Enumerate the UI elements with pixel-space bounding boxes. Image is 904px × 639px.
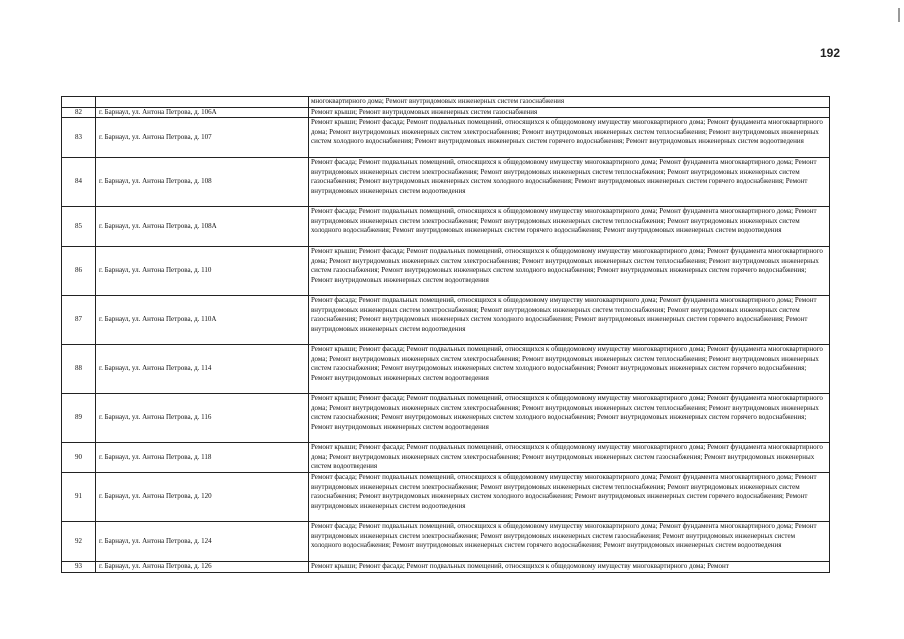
table-row [62,562,830,573]
table-row [62,522,830,562]
table-row [62,394,830,443]
works-cell: Ремонт крыши; Ремонт внутридомовых инженерных систем газоснабжения [309,107,830,118]
page-number: 192 [820,46,841,60]
row-number-cell: 83 [62,118,96,158]
table-row [62,97,830,108]
address-cell: г. Барнаул, ул. Антона Петрова, д. 118 [96,443,309,473]
row-number-cell [62,97,96,108]
table-row [62,118,830,158]
table-row [62,345,830,394]
address-cell: г. Барнаул, ул. Антона Петрова, д. 114 [96,345,309,394]
address-cell: г. Барнаул, ул. Антона Петрова, д. 126 [96,562,309,573]
works-cell: Ремонт крыши; Ремонт фасада; Ремонт подвальных помещений, относящихся к общедомовому имуществу многоквартирного дома; Ремонт фундамента многоквартирного дома; Ремонт внутридомовых инженерных систем электроснабжения; Ремонт внутридомовых инженерных систем теплоснабжения; Ремонт внутридомовых инженерных систем газоснабжения; Ремонт внутридомовых инженерных систем холодного водоснабжения; Ремонт внутридомовых инженерных систем горячего водоснабжения; Ремонт внутридомовых инженерных систем водоотведения [309,394,830,443]
table-row [62,247,830,296]
row-number-cell: 86 [62,247,96,296]
table-row [62,296,830,345]
works-cell: Ремонт крыши; Ремонт фасада; Ремонт подвальных помещений, относящихся к общедомовому имуществу многоквартирного дома; Ремонт фундамента многоквартирного дома; Ремонт внутридомовых инженерных систем электроснабжения; Ремонт внутридомовых инженерных систем теплоснабжения; Ремонт внутридомовых инженерных систем газоснабжения; Ремонт внутридомовых инженерных систем холодного водоснабжения; Ремонт внутридомовых инженерных систем горячего водоснабжения; Ремонт внутридомовых инженерных систем водоотведения [309,247,830,296]
address-cell: г. Барнаул, ул. Антона Петрова, д. 108А [96,207,309,247]
repair-works-table-container [61,96,829,573]
works-cell: Ремонт фасада; Ремонт подвальных помещений, относящихся к общедомовому имуществу многоквартирного дома; Ремонт фундамента многоквартирного дома; Ремонт внутридомовых инженерных систем электроснабжения; Ремонт внутридомовых инженерных систем газоснабжения; Ремонт внутридомовых инженерных систем холодного водоснабжения; Ремонт внутридомовых инженерных систем горячего водоснабжения; Ремонт внутридомовых инженерных систем водоотведения [309,522,830,562]
works-cell: многоквартирного дома; Ремонт внутридомовых инженерных систем газоснабжения [309,97,830,108]
table-row [62,107,830,118]
row-number-cell: 90 [62,443,96,473]
works-cell: Ремонт фасада; Ремонт подвальных помещений, относящихся к общедомовому имуществу многоквартирного дома; Ремонт фундамента многоквартирного дома; Ремонт внутридомовых инженерных систем электроснабжения; Ремонт внутридомовых инженерных систем теплоснабжения; Ремонт внутридомовых инженерных систем газоснабжения; Ремонт внутридомовых инженерных систем холодного водоснабжения; Ремонт внутридомовых инженерных систем горячего водоснабжения; Ремонт внутридомовых инженерных систем водоотведения [309,473,830,522]
row-number-cell: 87 [62,296,96,345]
row-number-cell: 88 [62,345,96,394]
table-row [62,443,830,473]
works-cell: Ремонт фасада; Ремонт подвальных помещений, относящихся к общедомовому имуществу многоквартирного дома; Ремонт фундамента многоквартирного дома; Ремонт внутридомовых инженерных систем электроснабжения; Ремонт внутридомовых инженерных систем теплоснабжения; Ремонт внутридомовых инженерных систем холодного водоснабжения; Ремонт внутридомовых инженерных систем горячего водоснабжения; Ремонт внутридомовых инженерных систем водоотведения [309,207,830,247]
address-cell: г. Барнаул, ул. Антона Петрова, д. 110 [96,247,309,296]
works-cell: Ремонт крыши; Ремонт фасада; Ремонт подвальных помещений, относящихся к общедомовому имуществу многоквартирного дома; Ремонт [309,562,830,573]
table-row [62,158,830,207]
address-cell: г. Барнаул, ул. Антона Петрова, д. 124 [96,522,309,562]
row-number-cell: 92 [62,522,96,562]
table-row [62,473,830,522]
works-cell: Ремонт крыши; Ремонт фасада; Ремонт подвальных помещений, относящихся к общедомовому имуществу многоквартирного дома; Ремонт фундамента многоквартирного дома; Ремонт внутридомовых инженерных систем электроснабжения; Ремонт внутридомовых инженерных систем газоснабжения; Ремонт внутридомовых инженерных систем водоотведения [309,443,830,473]
repair-works-table [61,96,830,573]
works-cell: Ремонт фасада; Ремонт подвальных помещений, относящихся к общедомовому имуществу многоквартирного дома; Ремонт фундамента многоквартирного дома; Ремонт внутридомовых инженерных систем электроснабжения; Ремонт внутридомовых инженерных систем теплоснабжения; Ремонт внутридомовых инженерных систем газоснабжения; Ремонт внутридомовых инженерных систем холодного водоснабжения; Ремонт внутридомовых инженерных систем горячего водоснабжения; Ремонт внутридомовых инженерных систем водоотведения [309,296,830,345]
address-cell: г. Барнаул, ул. Антона Петрова, д. 106А [96,107,309,118]
row-number-cell: 84 [62,158,96,207]
works-cell: Ремонт фасада; Ремонт подвальных помещений, относящихся к общедомовому имуществу многоквартирного дома; Ремонт фундамента многоквартирного дома; Ремонт внутридомовых инженерных систем электроснабжения; Ремонт внутридомовых инженерных систем теплоснабжения; Ремонт внутридомовых инженерных систем газоснабжения; Ремонт внутридомовых инженерных систем холодного водоснабжения; Ремонт внутридомовых инженерных систем горячего водоснабжения; Ремонт внутридомовых инженерных систем водоотведения [309,158,830,207]
row-number-cell: 82 [62,107,96,118]
address-cell: г. Барнаул, ул. Антона Петрова, д. 107 [96,118,309,158]
row-number-cell: 91 [62,473,96,522]
table-row [62,207,830,247]
row-number-cell: 85 [62,207,96,247]
address-cell: г. Барнаул, ул. Антона Петрова, д. 120 [96,473,309,522]
address-cell: г. Барнаул, ул. Антона Петрова, д. 116 [96,394,309,443]
address-cell: г. Барнаул, ул. Антона Петрова, д. 108 [96,158,309,207]
works-cell: Ремонт крыши; Ремонт фасада; Ремонт подвальных помещений, относящихся к общедомовому имуществу многоквартирного дома; Ремонт фундамента многоквартирного дома; Ремонт внутридомовых инженерных систем электроснабжения; Ремонт внутридомовых инженерных систем теплоснабжения; Ремонт внутридомовых инженерных систем газоснабжения; Ремонт внутридомовых инженерных систем холодного водоснабжения; Ремонт внутридомовых инженерных систем горячего водоснабжения; Ремонт внутридомовых инженерных систем водоотведения [309,345,830,394]
address-cell: г. Барнаул, ул. Антона Петрова, д. 110А [96,296,309,345]
scan-edge-mark [898,8,900,22]
address-cell [96,97,309,108]
row-number-cell: 93 [62,562,96,573]
works-cell: Ремонт крыши; Ремонт фасада; Ремонт подвальных помещений, относящихся к общедомовому имуществу многоквартирного дома; Ремонт фундамента многоквартирного дома; Ремонт внутридомовых инженерных систем электроснабжения; Ремонт внутридомовых инженерных систем теплоснабжения; Ремонт внутридомовых инженерных систем холодного водоснабжения; Ремонт внутридомовых инженерных систем горячего водоснабжения; Ремонт внутридомовых инженерных систем водоотведения [309,118,830,158]
row-number-cell: 89 [62,394,96,443]
